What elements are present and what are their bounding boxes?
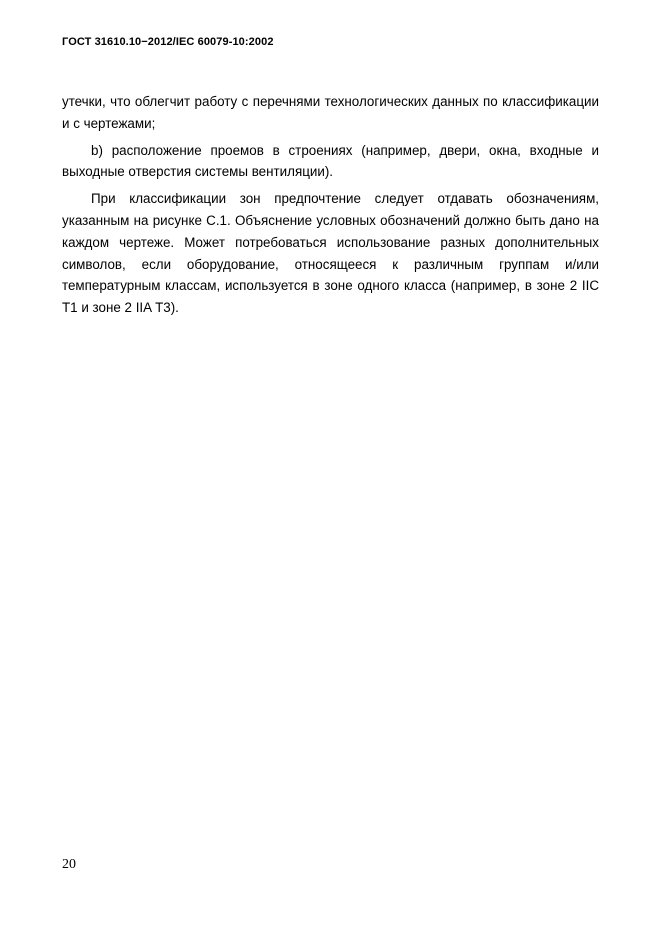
list-item-b: b) расположение проемов в строениях (например, двери, окна, входные и выходные отверстия системы вентиляции). <box>62 142 599 180</box>
paragraph-continuation: утечки, что облегчит работу с перечнями технологических данных по классификации и с чертежами; <box>62 94 599 131</box>
page-header: ГОСТ 31610.10−2012/IEC 60079-10:2002 <box>62 36 274 48</box>
page-number: 20 <box>62 857 76 872</box>
document-body <box>62 91 599 324</box>
paragraph-classification: При классификации зон предпочтение следует отдавать обозначениям, указанным на рисунке С.1. Объяснение условных обозначений должно быть дано на каждом чертеже. Может потребоваться использование разных дополнительных символов, если оборудование, относящееся к различным группам и/или температурным классам, используется в зоне одного класса (например, в зоне 2 IIC Т1 и зоне 2 IIA Т3). <box>62 191 599 316</box>
